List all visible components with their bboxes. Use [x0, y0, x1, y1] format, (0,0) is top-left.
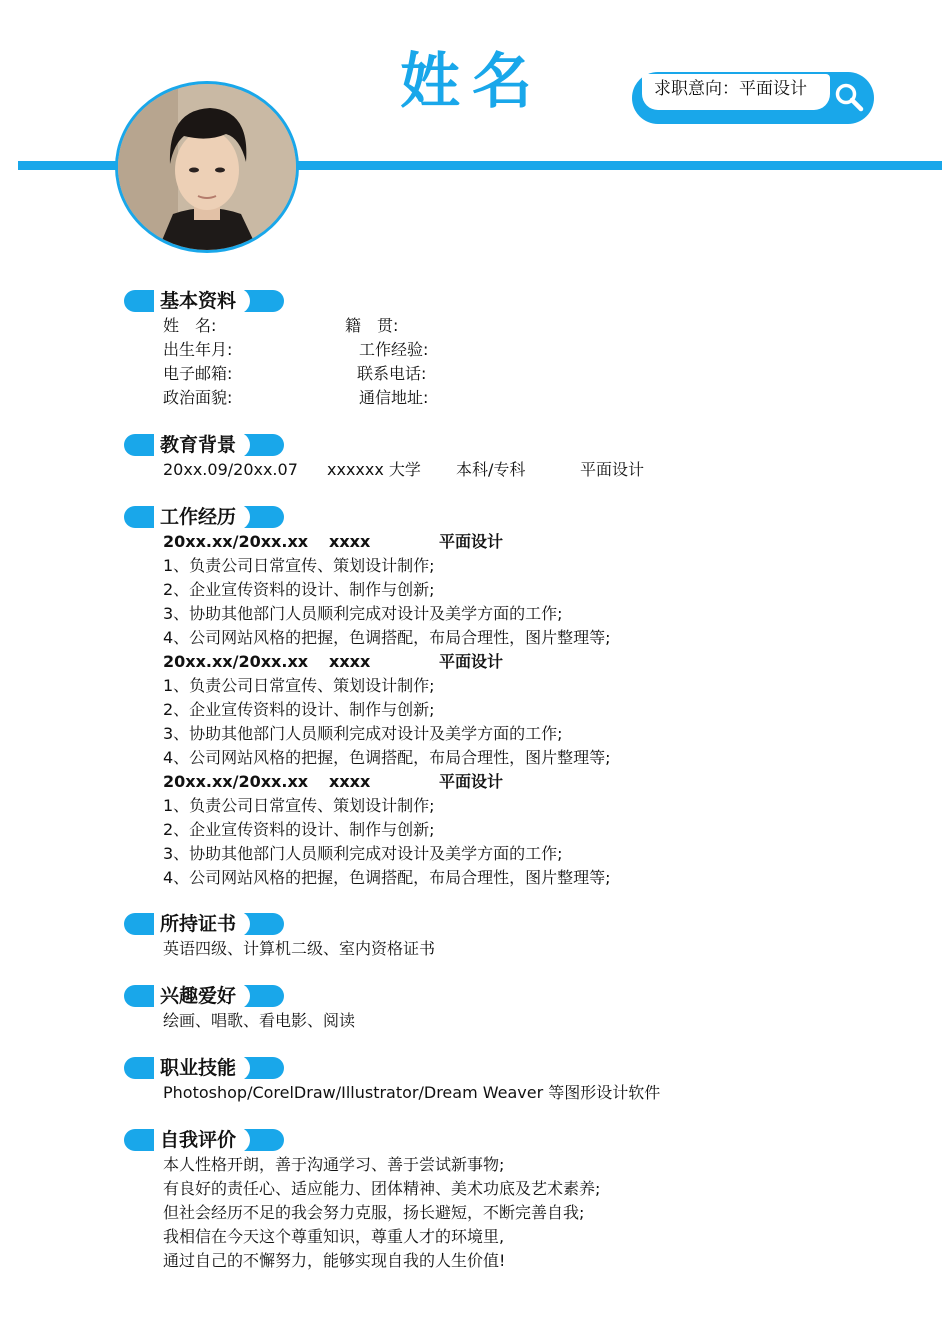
- section-title: 所持证书: [154, 910, 242, 938]
- field-email: 电子邮箱:: [163, 364, 233, 383]
- job-duty: 2、企业宣传资料的设计、制作与创新;: [163, 820, 435, 839]
- self-eval-text: [163, 1153, 600, 1273]
- edu-school: xxxxxx 大学: [327, 460, 421, 479]
- field-name: 姓 名:: [163, 316, 217, 335]
- edu-period: 20xx.09/20xx.07: [163, 460, 298, 479]
- section-title: 基本资料: [154, 287, 242, 315]
- job-duty: 3、协助其他部门人员顺利完成对设计及美学方面的工作;: [163, 844, 563, 863]
- job-duty: 3、协助其他部门人员顺利完成对设计及美学方面的工作;: [163, 604, 563, 623]
- section-education: [124, 434, 284, 456]
- edu-degree: 本科/专科: [456, 460, 526, 479]
- self-eval-line: 有良好的责任心、适应能力、团体精神、美术功底及艺术素养;: [163, 1179, 601, 1198]
- section-certificates: [124, 913, 284, 935]
- page-title: 姓名: [400, 47, 544, 117]
- job-duty: 4、公司网站风格的把握，色调搭配，布局合理性，图片整理等;: [163, 868, 611, 887]
- job-company: xxxx: [329, 652, 371, 671]
- field-birth: 出生年月:: [163, 340, 233, 359]
- section-work: [124, 506, 284, 528]
- job-position: 平面设计: [439, 772, 504, 791]
- section-self-eval: [124, 1129, 284, 1151]
- job-header: [163, 770, 611, 794]
- section-basic-info: [124, 290, 284, 312]
- section-header: [124, 434, 284, 456]
- job-header: [163, 650, 611, 674]
- work-list: [163, 530, 611, 890]
- self-eval-line: 我相信在今天这个尊重知识，尊重人才的环境里,: [163, 1227, 505, 1246]
- self-eval-line: 但社会经历不足的我会努力克服，扬长避短，不断完善自我;: [163, 1203, 585, 1222]
- job-duty: 4、公司网站风格的把握，色调搭配，布局合理性，图片整理等;: [163, 748, 611, 767]
- section-title: 职业技能: [154, 1054, 242, 1082]
- self-eval-line: 本人性格开朗，善于沟通学习、善于尝试新事物;: [163, 1155, 505, 1174]
- skills-text: Photoshop/CorelDraw/Illustrator/Dream Weaver 等图形设计软件: [163, 1083, 661, 1102]
- field-phone: 联系电话:: [357, 364, 427, 383]
- field-hometown: 籍 贯:: [345, 316, 399, 335]
- job-duty: 3、协助其他部门人员顺利完成对设计及美学方面的工作;: [163, 724, 563, 743]
- section-header: [124, 985, 284, 1007]
- job-period: 20xx.xx/20xx.xx: [163, 772, 309, 791]
- job-period: 20xx.xx/20xx.xx: [163, 532, 309, 551]
- field-address: 通信地址:: [359, 388, 429, 407]
- section-header: [124, 290, 284, 312]
- section-title: 兴趣爱好: [154, 982, 242, 1010]
- section-header: [124, 1057, 284, 1079]
- job-duty: 1、负责公司日常宣传、策划设计制作;: [163, 796, 435, 815]
- section-header: [124, 1129, 284, 1151]
- self-eval-line: 通过自己的不懈努力，能够实现自我的人生价值!: [163, 1251, 506, 1270]
- hobbies-text: 绘画、唱歌、看电影、阅读: [163, 1011, 356, 1030]
- job-intent-text: 求职意向：平面设计: [654, 79, 807, 99]
- job-position: 平面设计: [439, 652, 504, 671]
- job-header: [163, 530, 611, 554]
- edu-major: 平面设计: [580, 460, 645, 479]
- job-period: 20xx.xx/20xx.xx: [163, 652, 309, 671]
- section-header: [124, 506, 284, 528]
- job-company: xxxx: [329, 772, 371, 791]
- section-header: [124, 913, 284, 935]
- job-duty: 4、公司网站风格的把握，色调搭配，布局合理性，图片整理等;: [163, 628, 611, 647]
- job-duty: 1、负责公司日常宣传、策划设计制作;: [163, 556, 435, 575]
- job-position: 平面设计: [439, 532, 504, 551]
- section-skills: [124, 1057, 284, 1079]
- section-title: 教育背景: [154, 431, 242, 459]
- section-title: 工作经历: [154, 503, 242, 531]
- field-politics: 政治面貌:: [163, 388, 233, 407]
- section-hobbies: [124, 985, 284, 1007]
- field-experience: 工作经验:: [359, 340, 429, 359]
- job-duty: 2、企业宣传资料的设计、制作与创新;: [163, 700, 435, 719]
- job-duty: 2、企业宣传资料的设计、制作与创新;: [163, 580, 435, 599]
- job-company: xxxx: [329, 532, 371, 551]
- search-icon: [832, 80, 868, 116]
- certificates-text: 英语四级、计算机二级、室内资格证书: [163, 939, 436, 958]
- avatar: [115, 81, 299, 253]
- job-duty: 1、负责公司日常宣传、策划设计制作;: [163, 676, 435, 695]
- section-title: 自我评价: [154, 1126, 242, 1154]
